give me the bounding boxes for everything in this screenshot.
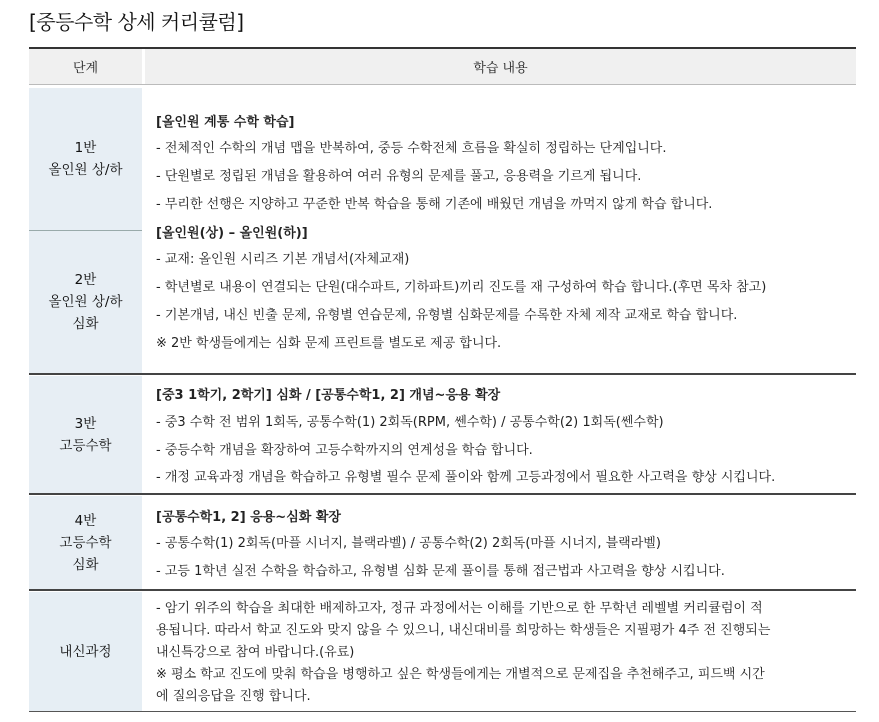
note-line: 에 질의응답을 진행 합니다.: [156, 689, 311, 704]
stage-label: 올인원 상/하: [48, 294, 123, 310]
stage-label: 고등수학: [59, 534, 112, 551]
stage-cell-4: [29, 496, 142, 589]
list-item: - 무리한 선행은 지양하고 꾸준한 반복 학습을 통해 기존에 배웠던 개념을 까먹지 않게 학습 합니다.: [156, 197, 713, 212]
row-divider: [29, 589, 856, 591]
list-item: - 단원별로 정립된 개념을 활용하여 여러 유형의 문제를 풀고, 응용력을 기르게 됩니다.: [156, 169, 642, 184]
row-divider: [29, 373, 856, 375]
list-item: - 중등수학 개념을 확장하여 고등수학까지의 연계성을 학습 합니다.: [156, 443, 533, 458]
stage-cell-5: [29, 592, 142, 711]
header-divider: [29, 84, 856, 85]
row-divider: [29, 493, 856, 495]
list-item: - 중3 수학 전 범위 1회독, 공통수학(1) 2회독(RPM, 쎈수학) / 공통수학(2) 1회독(쎈수학): [156, 415, 664, 430]
stage-label: 고등수학: [59, 437, 112, 454]
list-item: - 고등 1학년 실전 수학을 학습하고, 유형별 심화 문제 풀이를 통해 접근법과 사고력을 향상 시킵니다.: [156, 564, 725, 579]
row-content-3: [156, 384, 851, 492]
stage-label: 3반: [74, 415, 97, 432]
stage-label: 올인원 상/하: [48, 162, 123, 178]
page-title: [중등수학 상세 커리큘럼]: [29, 10, 244, 34]
note-line: ※ 평소 학교 진도에 맞춰 학습을 병행하고 싶은 학생들에게는 개별적으로 문제집을 추천해주고, 피드백 시간: [156, 667, 765, 682]
row-content-2: [156, 222, 851, 358]
list-item: - 기본개념, 내신 빈출 문제, 유형별 연습문제, 유형별 심화문제를 수록한 자체 제작 교재로 학습 합니다.: [156, 308, 738, 323]
list-item: - 공통수학(1) 2회독(마플 시너지, 블랙라벨) / 공통수학(2) 2회독(마플 시너지, 블랙라벨): [156, 536, 661, 551]
row-content-1: [156, 111, 851, 219]
stage-label: 심화: [72, 556, 99, 573]
paragraph-line: - 암기 위주의 학습을 최대한 배제하고자, 정규 과정에서는 이해를 기반으로 한 무학년 레벨별 커리큘럼이 적: [156, 601, 763, 616]
stage-label: 심화: [72, 316, 99, 332]
note-item: ※ 2반 학생들에게는 심화 문제 프린트를 별도로 제공 합니다.: [156, 336, 502, 351]
row-content-5: [156, 598, 851, 708]
list-item: - 개정 교육과정 개념을 학습하고 유형별 필수 문제 풀이와 함께 고등과정에서 필요한 사고력을 향상 시킵니다.: [156, 470, 776, 485]
row-heading: [올인원 계통 수학 학습]: [156, 115, 295, 130]
paragraph-line: 내신특강으로 참여 바랍니다.(유료): [156, 645, 355, 660]
row-heading: [공통수학1, 2] 응용~심화 확장: [156, 510, 341, 525]
list-item: - 학년별로 내용이 연결되는 단원(대수파트, 기하파트)끼리 진도를 재 구성하여 학습 합니다.(후면 목차 참고): [156, 280, 767, 295]
row-content-4: [156, 506, 851, 586]
stage-cell-3: [29, 376, 142, 493]
stage-label: 2반: [74, 272, 97, 288]
list-item: - 교재: 올인원 시리즈 기본 개념서(자체교재): [156, 252, 410, 267]
stage-label: 내신과정: [59, 643, 112, 660]
header-content: 학습 내용: [145, 49, 856, 84]
row-heading: [중3 1학기, 2학기] 심화 / [공통수학1, 2] 개념~응용 확장: [156, 388, 501, 403]
stage-label: 4반: [74, 512, 97, 529]
table-bottom-rule: [29, 711, 856, 712]
stage-cell-1: [29, 88, 142, 230]
stage-label: 1반: [74, 140, 97, 156]
list-item: - 전체적인 수학의 개념 맵을 반복하여, 중등 수학전체 흐름을 확실히 정립하는 단계입니다.: [156, 141, 667, 156]
paragraph-line: 용됩니다. 따라서 학교 진도와 맞지 않을 수 있으니, 내신대비를 희망하는 학생들은 지필평가 4주 전 진행되는: [156, 623, 771, 638]
row-heading: [올인원(상) – 올인원(하)]: [156, 226, 308, 241]
stage-cell-2: [29, 231, 142, 373]
header-stage: 단계: [29, 49, 142, 84]
